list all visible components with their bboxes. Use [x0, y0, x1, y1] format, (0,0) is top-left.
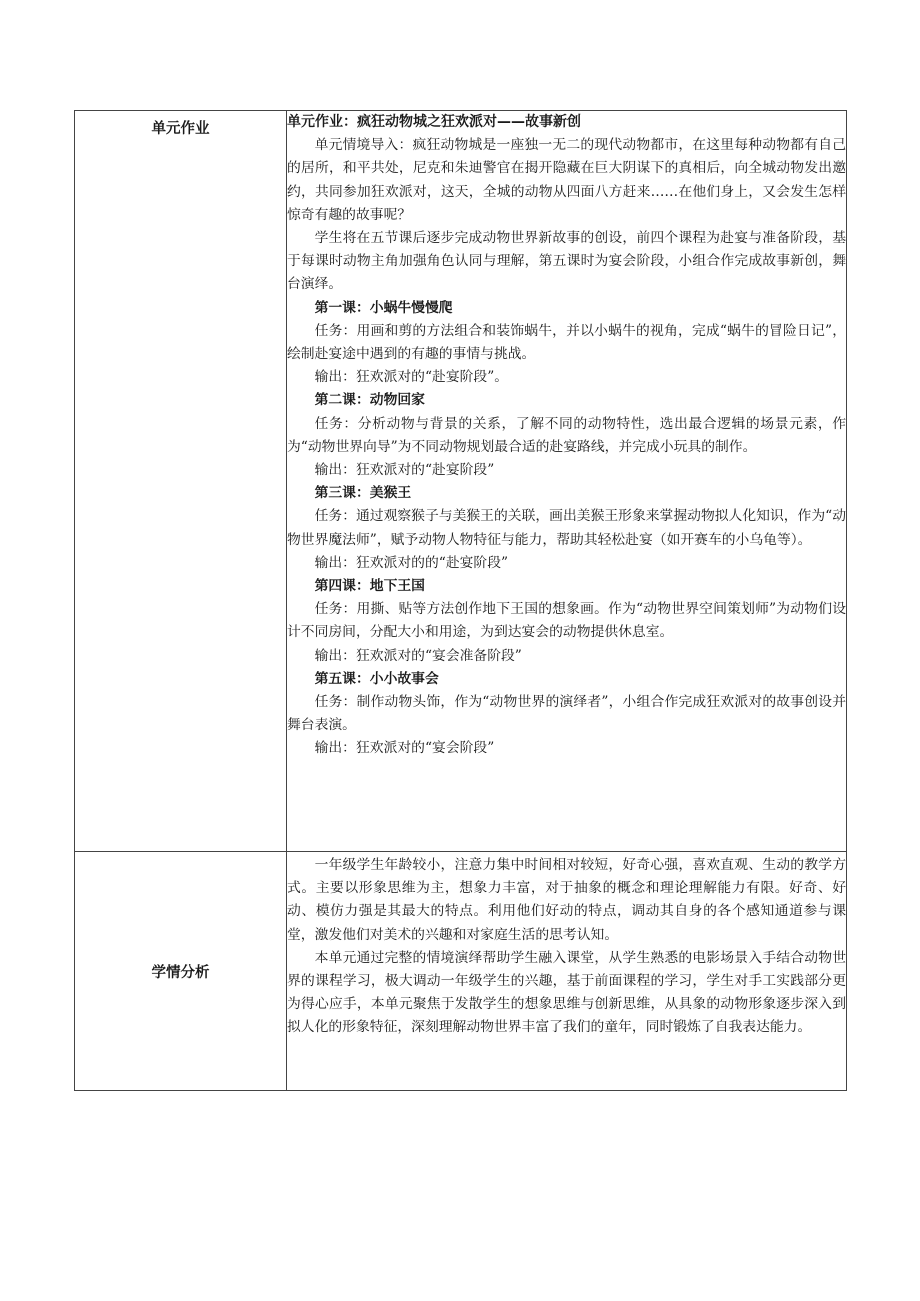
document-page	[74, 110, 846, 1091]
lesson-4-output: 输出：狂欢派对的“宴会准备阶段”	[314, 647, 522, 664]
lesson-1-title: 第一课：小蜗牛慢慢爬	[314, 299, 453, 316]
lesson-4-task: 任务：用撕、贴等方法创作地下王国的想象画。作为“动物世界空间策划师”为动物们设计不同房间，分配大小和用途，为到达宴会的动物提供休息室。	[287, 601, 846, 641]
lesson-2-title: 第二课：动物回家	[314, 392, 425, 409]
lesson-5-output: 输出：狂欢派对的“宴会阶段”	[314, 740, 495, 757]
lesson-1-output: 输出：狂欢派对的“赴宴阶段”。	[314, 369, 509, 386]
scenario-intro: 单元情境导入：疯狂动物城是一座独一无二的现代动物都市，在这里每种动物都有自己的居所，和平共处，尼克和朱迪警官在揭开隐藏在巨大阴谋下的真相后，向全城动物发出邀约，共同参加狂欢派对，这天，全城的动物从四面八方赶来……在他们身上，又会发生怎样惊奇有趣的故事呢？	[287, 137, 846, 223]
table-row-learner-analysis	[75, 852, 847, 1091]
lesson-2-task: 任务：分析动物与背景的关系，了解不同的动物特性，选出最合逻辑的场景元素，作为“动物世界向导”为不同动物规划最合适的赴宴路线，并完成小玩具的制作。	[287, 415, 846, 455]
lesson-5-title: 第五课：小小故事会	[314, 670, 439, 687]
learner-analysis-paragraph-2: 本单元通过完整的情境演绎帮助学生融入课堂，从学生熟悉的电影场景入手结合动物世界的课程学习，极大调动一年级学生的兴趣，基于前面课程的学习，学生对手工实践部分更为得心应手，本单元聚焦于发散学生的想象思维与创新思维，从具象的动物形象逐步深入到拟人化的形象特征，深刻理解动物世界丰富了我们的童年，同时锻炼了自我表达能力。	[287, 949, 846, 1036]
row-label-learner-analysis: 学情分析	[75, 852, 287, 1091]
lesson-2-output: 输出：狂欢派对的“赴宴阶段”	[314, 462, 495, 479]
learner-analysis-paragraph-1: 一年级学生年龄较小，注意力集中时间相对较短，好奇心强，喜欢直观、生动的教学方式。主要以形象思维为主，想象力丰富，对于抽象的概念和理论理解能力有限。好奇、好动、模仿力强是其最大的特点。利用他们好动的特点，调动其自身的各个感知通道参与课堂，激发他们对美术的兴趣和对家庭生活的思考认知。	[287, 857, 846, 943]
row-label-unit-assignment: 单元作业	[75, 111, 287, 852]
lesson-3-output: 输出：狂欢派对的的“赴宴阶段”	[314, 554, 509, 571]
lesson-1-task: 任务：用画和剪的方法组合和装饰蜗牛，并以小蜗牛的视角，完成“蜗牛的冒险日记”，绘制赴宴途中遇到的有趣的事情与挑战。	[287, 322, 846, 363]
learner-analysis-content	[287, 852, 847, 1091]
unit-assignment-title: 单元作业：疯狂动物城之狂欢派对——故事新创	[287, 114, 581, 130]
lesson-4-title: 第四课：地下王国	[314, 578, 425, 595]
lesson-5-task: 任务：制作动物头饰，作为“动物世界的演绎者”，小组合作完成狂欢派对的故事创设并舞台表演。	[287, 694, 846, 734]
lesson-plan-table	[74, 110, 847, 1091]
unit-assignment-content	[287, 111, 847, 852]
table-row-unit-assignment	[75, 111, 847, 852]
unit-overview: 学生将在五节课后逐步完成动物世界新故事的创设，前四个课程为赴宴与准备阶段，基于每课时动物主角加强角色认同与理解，第五课时为宴会阶段，小组合作完成故事新创，舞台演绎。	[287, 230, 846, 293]
lesson-3-task: 任务：通过观察猴子与美猴王的关联，画出美猴王形象来掌握动物拟人化知识，作为“动物世界魔法师”，赋予动物人物特征与能力，帮助其轻松赴宴（如开赛车的小乌龟等）。	[287, 508, 846, 548]
lesson-3-title: 第三课：美猴王	[314, 485, 412, 502]
